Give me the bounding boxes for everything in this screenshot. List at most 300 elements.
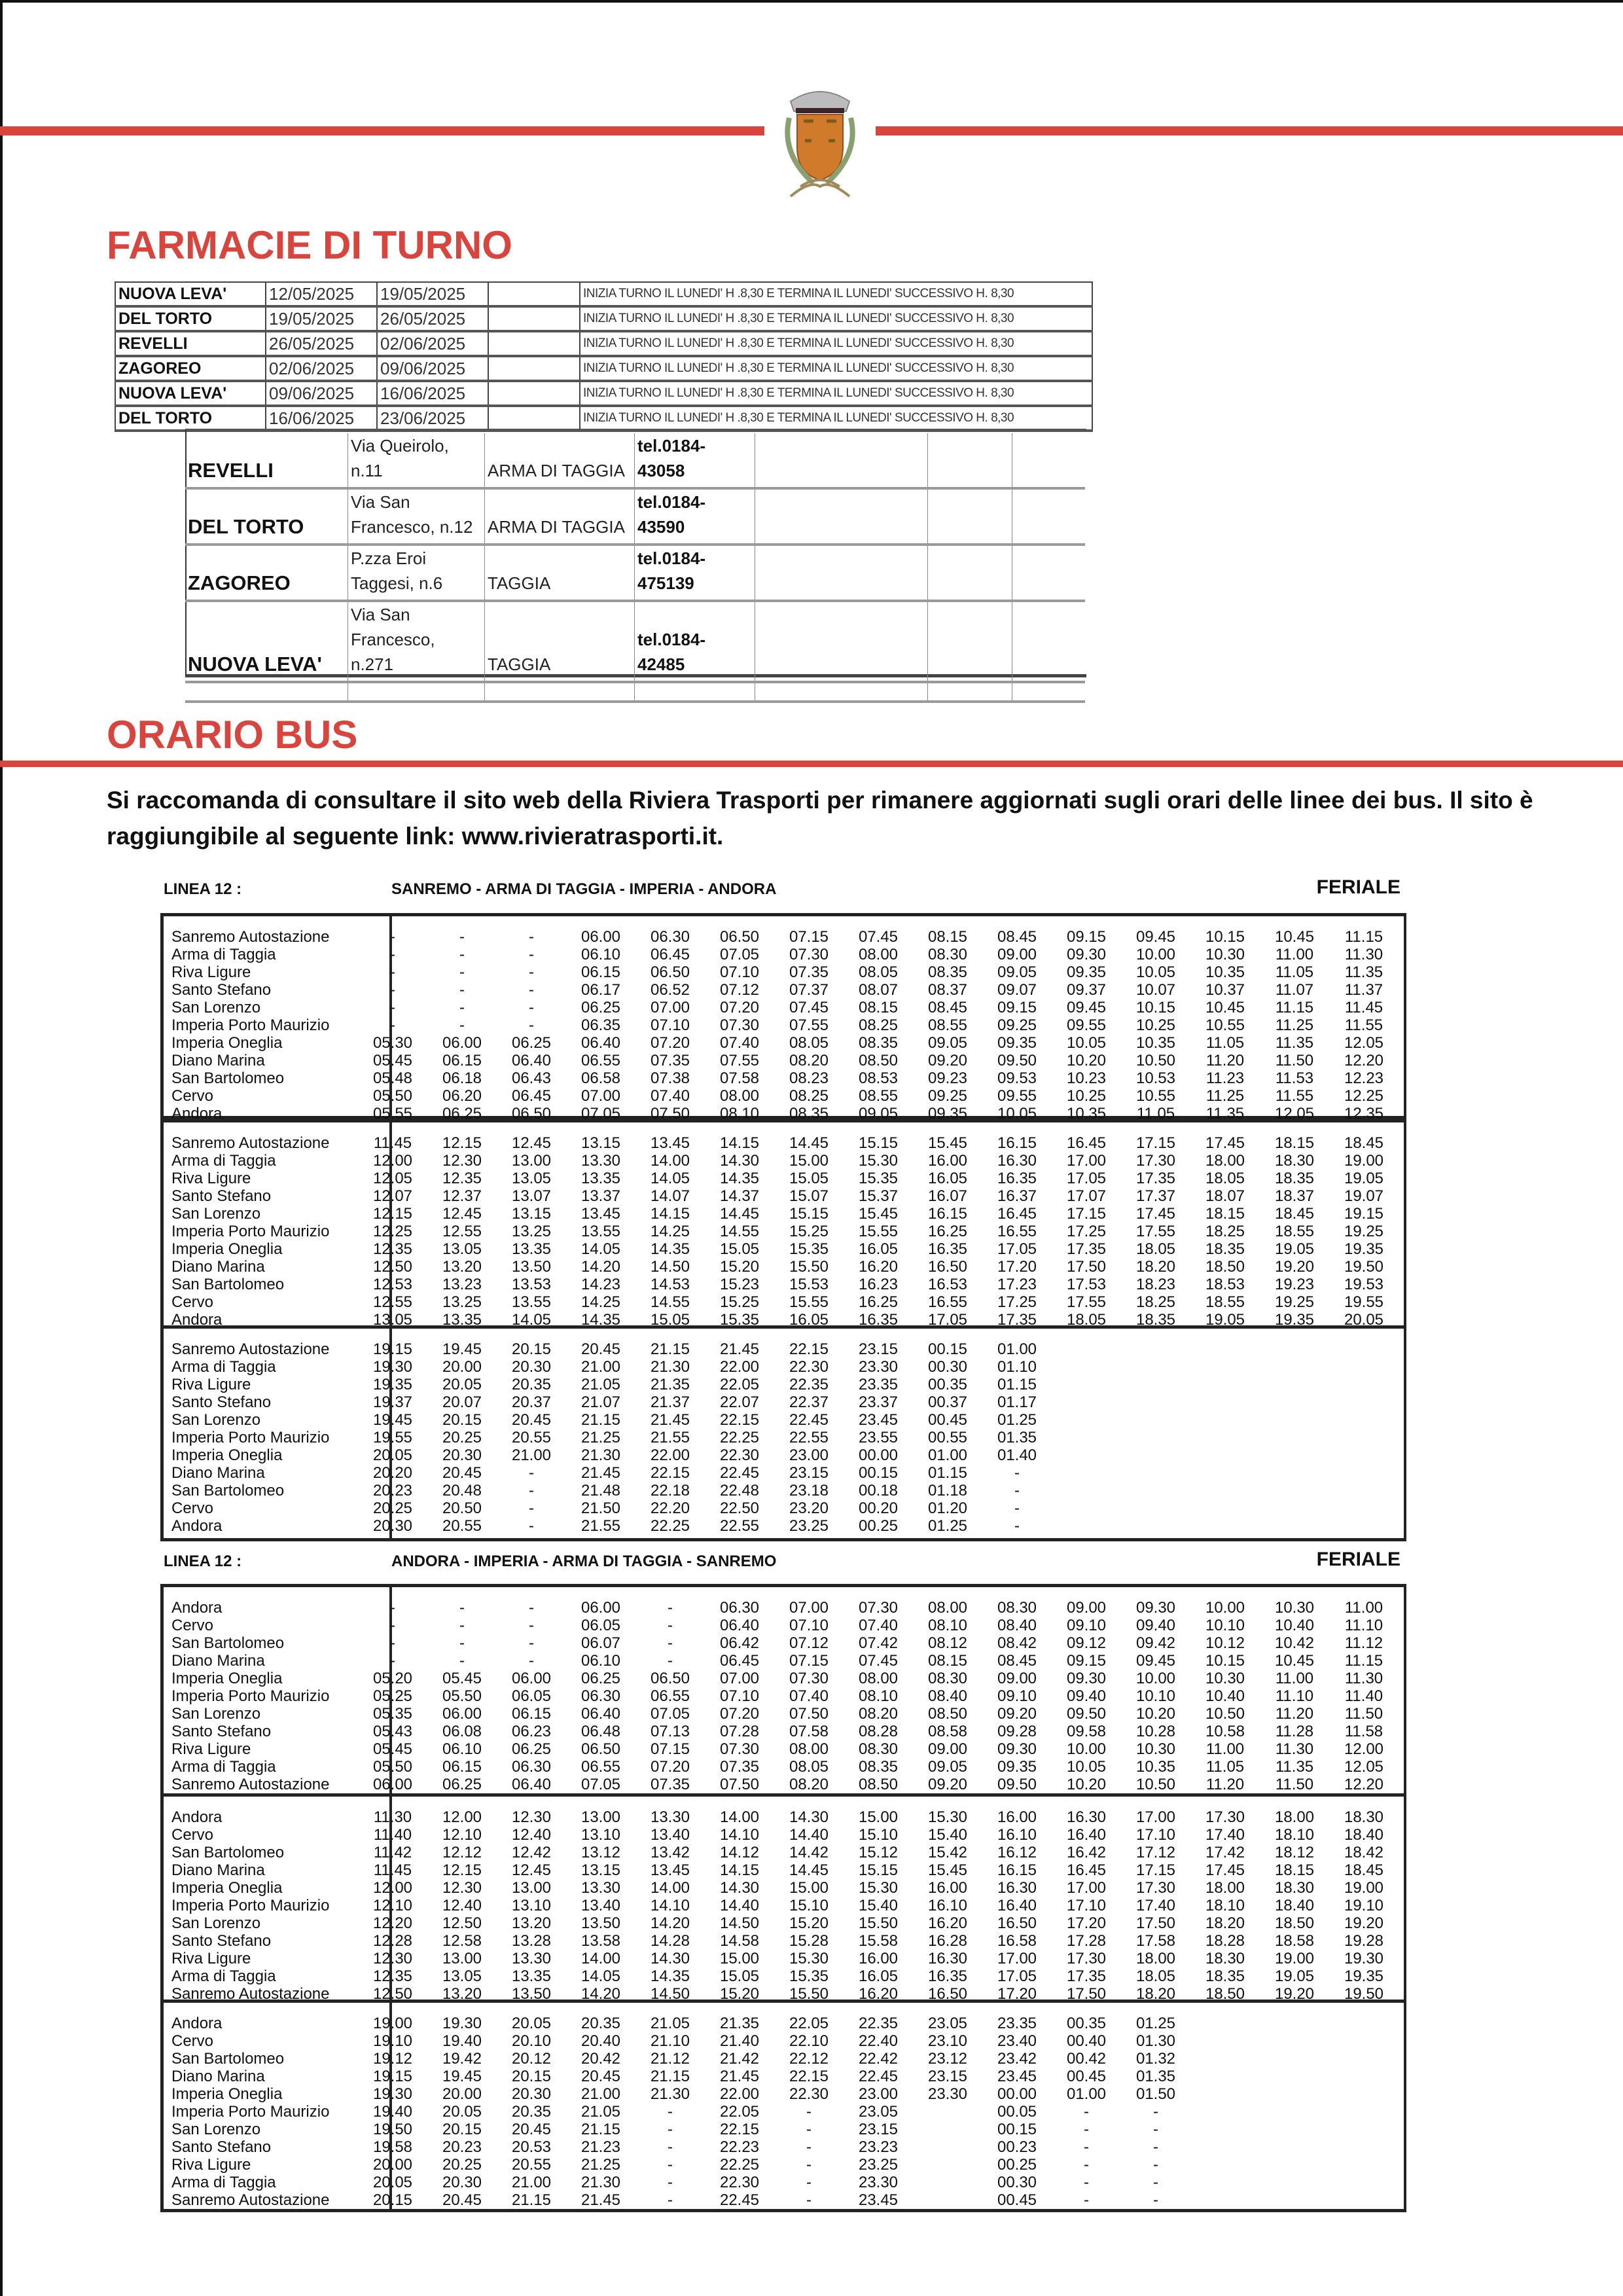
- departure-time: 15.37: [858, 1187, 899, 1205]
- pharmacy-phone: tel.0184-42485: [635, 601, 755, 682]
- departure-time: 15.50: [789, 1258, 829, 1276]
- departure-time: 10.45: [1274, 928, 1315, 946]
- departure-time: 17.15: [1066, 1205, 1107, 1223]
- departure-time: 08.45: [997, 1652, 1037, 1670]
- departure-time: 13.30: [511, 1950, 552, 1967]
- departure-time: 05.50: [372, 1087, 413, 1105]
- timetable-block: [160, 913, 1406, 1122]
- departure-time: 07.30: [858, 1599, 899, 1617]
- departure-time: 12.10: [372, 1897, 413, 1914]
- departure-time: 12.30: [511, 1808, 552, 1826]
- timetable-row: [164, 928, 1400, 946]
- departure-time: 13.40: [580, 1897, 621, 1914]
- departure-time: 15.58: [858, 1932, 899, 1950]
- departure-time: 15.10: [858, 1826, 899, 1844]
- departure-time: 20.45: [511, 2121, 552, 2138]
- departure-time: 08.55: [927, 1016, 968, 1034]
- departure-time: 20.35: [511, 1376, 552, 1393]
- departure-time: 19.45: [442, 2068, 482, 2085]
- departure-time: 07.40: [719, 1034, 760, 1052]
- turno-note: INIZIA TURNO IL LUNEDI' H .8,30 E TERMINA IL LUNEDI' SUCCESSIVO H. 8,30: [580, 356, 1092, 381]
- day-type-label: FERIALE: [1316, 1549, 1400, 1570]
- departure-time: 12.15: [442, 1134, 482, 1152]
- departure-time: 16.35: [997, 1170, 1037, 1187]
- departure-time: 16.25: [858, 1293, 899, 1311]
- departure-time: 08.50: [927, 1705, 968, 1723]
- timetable-row: [164, 946, 1400, 963]
- departure-time: 01.00: [997, 1340, 1037, 1358]
- departure-time: 11.05: [1136, 1105, 1175, 1122]
- departure-time: 22.45: [719, 2191, 760, 2209]
- departure-time: 11.15: [1275, 999, 1314, 1016]
- departure-time: 09.10: [997, 1687, 1037, 1705]
- stop-name: Andora: [171, 1517, 223, 1535]
- departure-time: 01.30: [1135, 2032, 1176, 2050]
- departure-time: 15.05: [789, 1170, 829, 1187]
- departure-time: 13.50: [511, 1258, 552, 1276]
- departure-time: 13.25: [442, 1293, 482, 1311]
- departure-time: 15.15: [789, 1205, 829, 1223]
- departure-time: 16.40: [997, 1897, 1037, 1914]
- timetable-row: [164, 1258, 1400, 1276]
- departure-time: -: [529, 1517, 534, 1535]
- address-line: P.zza Eroi: [351, 548, 427, 568]
- departure-time: 07.10: [650, 1016, 690, 1034]
- departure-time: 16.50: [927, 1258, 968, 1276]
- turno-end-date: 09/06/2025: [377, 356, 488, 381]
- departure-time: -: [806, 2191, 812, 2209]
- timetable-block: [160, 2000, 1406, 2212]
- departure-time: 00.45: [997, 2191, 1037, 2209]
- departure-time: 12.35: [372, 1967, 413, 1985]
- departure-time: 17.15: [1135, 1134, 1176, 1152]
- stop-name: Santo Stefano: [171, 1393, 272, 1411]
- stop-name: Imperia Porto Maurizio: [171, 1687, 330, 1705]
- departure-time: 08.00: [858, 946, 899, 963]
- departure-time: 11.55: [1275, 1087, 1314, 1105]
- departure-time: 21.15: [650, 2068, 690, 2085]
- departure-time: 12.05: [1344, 1034, 1384, 1052]
- stop-name: San Lorenzo: [171, 1914, 261, 1932]
- departure-time: 15.40: [858, 1897, 899, 1914]
- departure-time: 13.53: [511, 1276, 552, 1293]
- departure-time: 18.20: [1135, 1985, 1176, 2003]
- stop-name: Diano Marina: [171, 1464, 265, 1482]
- departure-time: 17.37: [1135, 1187, 1176, 1205]
- departure-time: 09.30: [1066, 1670, 1107, 1687]
- departure-time: 22.00: [719, 2085, 760, 2103]
- departure-time: 23.18: [789, 1482, 829, 1499]
- departure-time: 13.05: [372, 1311, 413, 1329]
- timetable-block: [160, 1793, 1406, 2003]
- departure-time: 17.45: [1205, 1134, 1245, 1152]
- timetable-block: [160, 1584, 1406, 1797]
- departure-time: 08.23: [789, 1069, 829, 1087]
- departure-time: -: [390, 946, 395, 963]
- departure-time: 18.55: [1274, 1223, 1315, 1240]
- departure-time: 23.00: [858, 2085, 899, 2103]
- departure-time: 09.00: [997, 1670, 1037, 1687]
- departure-time: 00.15: [858, 1464, 899, 1482]
- timetable-row: [164, 1340, 1400, 1358]
- departure-time: 16.05: [858, 1967, 899, 1985]
- departure-time: 17.30: [1135, 1879, 1176, 1897]
- departure-time: 08.15: [858, 999, 899, 1016]
- departure-time: 21.25: [580, 1429, 621, 1446]
- departure-time: 19.30: [1344, 1950, 1384, 1967]
- departure-time: 17.00: [1066, 1879, 1107, 1897]
- departure-time: 09.35: [927, 1105, 968, 1122]
- departure-time: 18.45: [1344, 1861, 1384, 1879]
- departure-time: 09.07: [997, 981, 1037, 999]
- departure-time: -: [529, 981, 534, 999]
- stop-name: Sanremo Autostazione: [171, 928, 330, 946]
- departure-time: 10.20: [1135, 1705, 1176, 1723]
- departure-time: 07.40: [650, 1087, 690, 1105]
- departure-time: 14.15: [650, 1205, 690, 1223]
- departure-time: 05.45: [372, 1052, 413, 1069]
- departure-time: -: [1084, 2156, 1089, 2174]
- empty-cell: [1012, 433, 1086, 488]
- departure-time: 08.20: [858, 1705, 899, 1723]
- route-name: ANDORA - IMPERIA - ARMA DI TAGGIA - SANREMO: [391, 1552, 777, 1570]
- departure-time: 07.40: [789, 1687, 829, 1705]
- line-number: LINEA 12 :: [164, 1552, 242, 1570]
- departure-time: 07.20: [650, 1034, 690, 1052]
- departure-time: -: [459, 946, 465, 963]
- departure-time: 09.50: [997, 1776, 1037, 1793]
- departure-time: 20.35: [511, 2103, 552, 2121]
- departure-time: 13.00: [442, 1950, 482, 1967]
- departure-time: -: [390, 981, 395, 999]
- departure-time: 10.30: [1135, 1740, 1176, 1758]
- departure-time: 18.25: [1205, 1223, 1245, 1240]
- timetable-row: [164, 2068, 1400, 2085]
- departure-time: 23.00: [789, 1446, 829, 1464]
- departure-time: 15.12: [858, 1844, 899, 1861]
- departure-time: 12.25: [372, 1223, 413, 1240]
- departure-time: 16.58: [997, 1932, 1037, 1950]
- departure-time: 13.20: [511, 1914, 552, 1932]
- departure-time: 09.25: [997, 1016, 1037, 1034]
- departure-time: 11.05: [1205, 1034, 1245, 1052]
- departure-time: 19.20: [1274, 1985, 1315, 2003]
- departure-time: 00.20: [858, 1499, 899, 1517]
- departure-time: 00.55: [927, 1429, 968, 1446]
- departure-time: 10.10: [1135, 1687, 1176, 1705]
- pharmacy-name: NUOVA LEVA': [185, 601, 348, 682]
- departure-time: 14.15: [719, 1861, 760, 1879]
- departure-time: 06.40: [580, 1705, 621, 1723]
- departure-time: 07.28: [719, 1723, 760, 1740]
- pharmacy-city: ARMA DI TAGGIA: [485, 433, 635, 488]
- departure-time: 11.05: [1205, 1758, 1245, 1776]
- departure-time: 09.55: [997, 1087, 1037, 1105]
- departure-time: 17.20: [1066, 1914, 1107, 1932]
- departure-time: 01.35: [1135, 2068, 1176, 2085]
- bus-section-rule: [0, 761, 1623, 767]
- departure-time: -: [459, 1652, 465, 1670]
- departure-time: 09.00: [997, 946, 1037, 963]
- timetable-row: [164, 1687, 1400, 1705]
- departure-time: 18.10: [1205, 1897, 1245, 1914]
- departure-time: 08.50: [858, 1052, 899, 1069]
- departure-time: 11.30: [1344, 946, 1383, 963]
- departure-time: 17.05: [1066, 1170, 1107, 1187]
- departure-time: -: [668, 2121, 673, 2138]
- departure-time: 17.35: [997, 1311, 1037, 1329]
- departure-time: 06.05: [580, 1617, 621, 1634]
- departure-time: 06.20: [442, 1087, 482, 1105]
- departure-time: 15.45: [927, 1134, 968, 1152]
- departure-time: 15.00: [719, 1950, 760, 1967]
- departure-time: 14.05: [580, 1967, 621, 1985]
- departure-time: 22.25: [719, 1429, 760, 1446]
- departure-time: 22.10: [789, 2032, 829, 2050]
- stop-name: Arma di Taggia: [171, 946, 276, 963]
- departure-time: 21.30: [580, 1446, 621, 1464]
- departure-time: 07.50: [789, 1705, 829, 1723]
- departure-time: 08.20: [789, 1052, 829, 1069]
- departure-time: 11.20: [1275, 1705, 1314, 1723]
- departure-time: 19.15: [372, 1340, 413, 1358]
- departure-time: 23.30: [858, 1358, 899, 1376]
- departure-time: 20.53: [511, 2138, 552, 2156]
- departure-time: 11.00: [1275, 946, 1314, 963]
- departure-time: 05.50: [442, 1687, 482, 1705]
- departure-time: 19.37: [372, 1393, 413, 1411]
- departure-time: 17.40: [1135, 1897, 1176, 1914]
- pharmacy-phone: tel.0184-475139: [635, 545, 755, 601]
- stop-name: Santo Stefano: [171, 1932, 272, 1950]
- departure-time: 15.23: [719, 1276, 760, 1293]
- departure-time: 09.30: [1135, 1599, 1176, 1617]
- timetable-row: [164, 1376, 1400, 1393]
- departure-time: 14.40: [719, 1897, 760, 1914]
- stop-name: Cervo: [171, 1499, 214, 1517]
- departure-time: 13.05: [442, 1967, 482, 1985]
- departure-time: 10.50: [1205, 1705, 1245, 1723]
- departure-time: 16.37: [997, 1187, 1037, 1205]
- departure-time: 10.23: [1066, 1069, 1107, 1087]
- departure-time: 18.10: [1274, 1826, 1315, 1844]
- departure-time: 06.40: [511, 1052, 552, 1069]
- departure-time: 20.00: [442, 2085, 482, 2103]
- stop-name: Diano Marina: [171, 1052, 265, 1069]
- departure-time: 23.40: [997, 2032, 1037, 2050]
- departure-time: -: [529, 999, 534, 1016]
- departure-time: 08.05: [789, 1034, 829, 1052]
- stop-name: Imperia Porto Maurizio: [171, 1429, 330, 1446]
- departure-time: 19.58: [372, 2138, 413, 2156]
- departure-time: 10.35: [1066, 1105, 1107, 1122]
- departure-time: 19.45: [442, 1340, 482, 1358]
- departure-time: 17.12: [1135, 1844, 1176, 1861]
- departure-time: 21.00: [511, 1446, 552, 1464]
- address-line: n.271: [351, 655, 394, 674]
- stop-name: Arma di Taggia: [171, 1967, 276, 1985]
- empty-cell: [1012, 545, 1086, 601]
- departure-time: -: [668, 2191, 673, 2209]
- departure-time: 08.00: [858, 1670, 899, 1687]
- departure-time: 18.30: [1274, 1152, 1315, 1170]
- departure-time: 10.12: [1205, 1634, 1245, 1652]
- departure-time: 06.40: [511, 1776, 552, 1793]
- departure-time: 07.35: [650, 1052, 690, 1069]
- departure-time: 09.25: [927, 1087, 968, 1105]
- departure-time: -: [529, 1634, 534, 1652]
- departure-time: 18.53: [1205, 1276, 1245, 1293]
- departure-time: 09.30: [997, 1740, 1037, 1758]
- departure-time: 14.50: [650, 1258, 690, 1276]
- pharmacy-address-row: [185, 545, 1085, 601]
- departure-time: 23.23: [858, 2138, 899, 2156]
- departure-time: 17.50: [1135, 1914, 1176, 1932]
- departure-time: 18.15: [1205, 1205, 1245, 1223]
- departure-time: 17.50: [1066, 1258, 1107, 1276]
- departure-time: 17.00: [1066, 1152, 1107, 1170]
- departure-time: 19.55: [1344, 1293, 1384, 1311]
- departure-time: 14.50: [650, 1985, 690, 2003]
- departure-time: 11.53: [1275, 1069, 1314, 1087]
- departure-time: 08.37: [927, 981, 968, 999]
- departure-time: 16.00: [927, 1879, 968, 1897]
- departure-time: 08.07: [858, 981, 899, 999]
- departure-time: 13.00: [511, 1152, 552, 1170]
- departure-time: 14.35: [719, 1170, 760, 1187]
- departure-time: 08.42: [997, 1634, 1037, 1652]
- departure-time: 22.25: [650, 1517, 690, 1535]
- departure-time: 16.40: [1066, 1826, 1107, 1844]
- departure-time: 10.35: [1205, 963, 1245, 981]
- departure-time: 11.25: [1205, 1087, 1245, 1105]
- departure-time: 17.05: [927, 1311, 968, 1329]
- departure-time: 06.15: [511, 1705, 552, 1723]
- departure-time: 23.15: [858, 2121, 899, 2138]
- empty-cell: [928, 682, 1012, 702]
- departure-time: 19.45: [372, 1411, 413, 1429]
- departure-time: 08.25: [789, 1087, 829, 1105]
- departure-time: 06.45: [511, 1087, 552, 1105]
- departure-time: 10.05: [1066, 1758, 1107, 1776]
- departure-time: 08.40: [997, 1617, 1037, 1634]
- departure-time: -: [806, 2121, 812, 2138]
- departure-time: 12.25: [1344, 1087, 1384, 1105]
- stop-name: Santo Stefano: [171, 2138, 272, 2156]
- departure-time: 16.00: [858, 1950, 899, 1967]
- departure-time: 23.15: [789, 1464, 829, 1482]
- departure-time: 08.35: [789, 1105, 829, 1122]
- departure-time: 13.50: [580, 1914, 621, 1932]
- timetable-row: [164, 1393, 1400, 1411]
- departure-time: 13.35: [511, 1967, 552, 1985]
- departure-time: 08.35: [858, 1758, 899, 1776]
- turno-empty-cell: [488, 306, 580, 331]
- departure-time: 11.40: [373, 1826, 412, 1844]
- day-type-label: FERIALE: [1316, 876, 1400, 898]
- empty-cell: [755, 682, 928, 702]
- stop-name: Imperia Oneglia: [171, 1034, 283, 1052]
- departure-time: 06.30: [580, 1687, 621, 1705]
- departure-time: 07.05: [580, 1105, 621, 1122]
- empty-cell: [1012, 488, 1086, 545]
- departure-time: 12.12: [442, 1844, 482, 1861]
- departure-time: 09.05: [858, 1105, 899, 1122]
- departure-time: 12.45: [511, 1134, 552, 1152]
- timetable-row: [164, 1967, 1400, 1985]
- departure-time: 20.10: [511, 2032, 552, 2050]
- departure-time: 20.25: [372, 1499, 413, 1517]
- empty-cell: [928, 545, 1012, 601]
- departure-time: 19.25: [1274, 1293, 1315, 1311]
- departure-time: 08.05: [858, 963, 899, 981]
- departure-time: 18.00: [1135, 1950, 1176, 1967]
- departure-time: 10.00: [1135, 946, 1176, 963]
- departure-time: 18.07: [1205, 1187, 1245, 1205]
- turno-end-date: 26/05/2025: [377, 306, 488, 331]
- departure-time: 14.53: [650, 1276, 690, 1293]
- departure-time: 16.28: [927, 1932, 968, 1950]
- departure-time: 09.12: [1066, 1634, 1107, 1652]
- departure-time: 10.30: [1205, 1670, 1245, 1687]
- departure-time: 18.40: [1344, 1826, 1384, 1844]
- departure-time: 07.15: [650, 1740, 690, 1758]
- departure-time: 07.38: [650, 1069, 690, 1087]
- departure-time: 18.00: [1205, 1879, 1245, 1897]
- departure-time: 23.45: [858, 2191, 899, 2209]
- departure-time: 14.25: [580, 1293, 621, 1311]
- departure-time: 01.15: [927, 1464, 968, 1482]
- departure-time: 05.35: [372, 1705, 413, 1723]
- departure-time: 18.45: [1274, 1205, 1315, 1223]
- departure-time: 19.30: [372, 2085, 413, 2103]
- stop-name: Andora: [171, 1808, 223, 1826]
- departure-time: 13.15: [580, 1861, 621, 1879]
- departure-time: 13.58: [580, 1932, 621, 1950]
- turno-start-date: 19/05/2025: [266, 306, 377, 331]
- pharmacy-address-row: [185, 433, 1085, 488]
- departure-time: 22.45: [789, 1411, 829, 1429]
- departure-time: 16.15: [997, 1134, 1037, 1152]
- timetable-row: [164, 1599, 1400, 1617]
- departure-time: 15.55: [858, 1223, 899, 1240]
- departure-time: 06.55: [580, 1758, 621, 1776]
- timetable-row: [164, 1914, 1400, 1932]
- departure-time: 20.55: [511, 1429, 552, 1446]
- departure-time: 22.30: [719, 1446, 760, 1464]
- departure-time: -: [459, 1617, 465, 1634]
- stop-name: San Bartolomeo: [171, 1634, 285, 1652]
- stop-name: Imperia Oneglia: [171, 1240, 283, 1258]
- departure-time: 10.42: [1274, 1634, 1315, 1652]
- departure-time: 19.25: [1344, 1223, 1384, 1240]
- departure-time: 23.42: [997, 2050, 1037, 2068]
- departure-time: 07.45: [858, 1652, 899, 1670]
- departure-time: 18.42: [1344, 1844, 1384, 1861]
- departure-time: -: [1084, 2191, 1089, 2209]
- departure-time: 21.50: [580, 1499, 621, 1517]
- departure-time: 20.40: [580, 2032, 621, 2050]
- departure-time: 17.35: [1066, 1967, 1107, 1985]
- departure-time: 12.00: [372, 1879, 413, 1897]
- departure-time: 21.30: [650, 1358, 690, 1376]
- departure-time: 15.00: [789, 1152, 829, 1170]
- departure-time: 18.40: [1274, 1897, 1315, 1914]
- departure-time: 19.30: [372, 1358, 413, 1376]
- departure-time: 21.55: [580, 1517, 621, 1535]
- departure-time: 08.00: [927, 1599, 968, 1617]
- departure-time: 13.07: [511, 1187, 552, 1205]
